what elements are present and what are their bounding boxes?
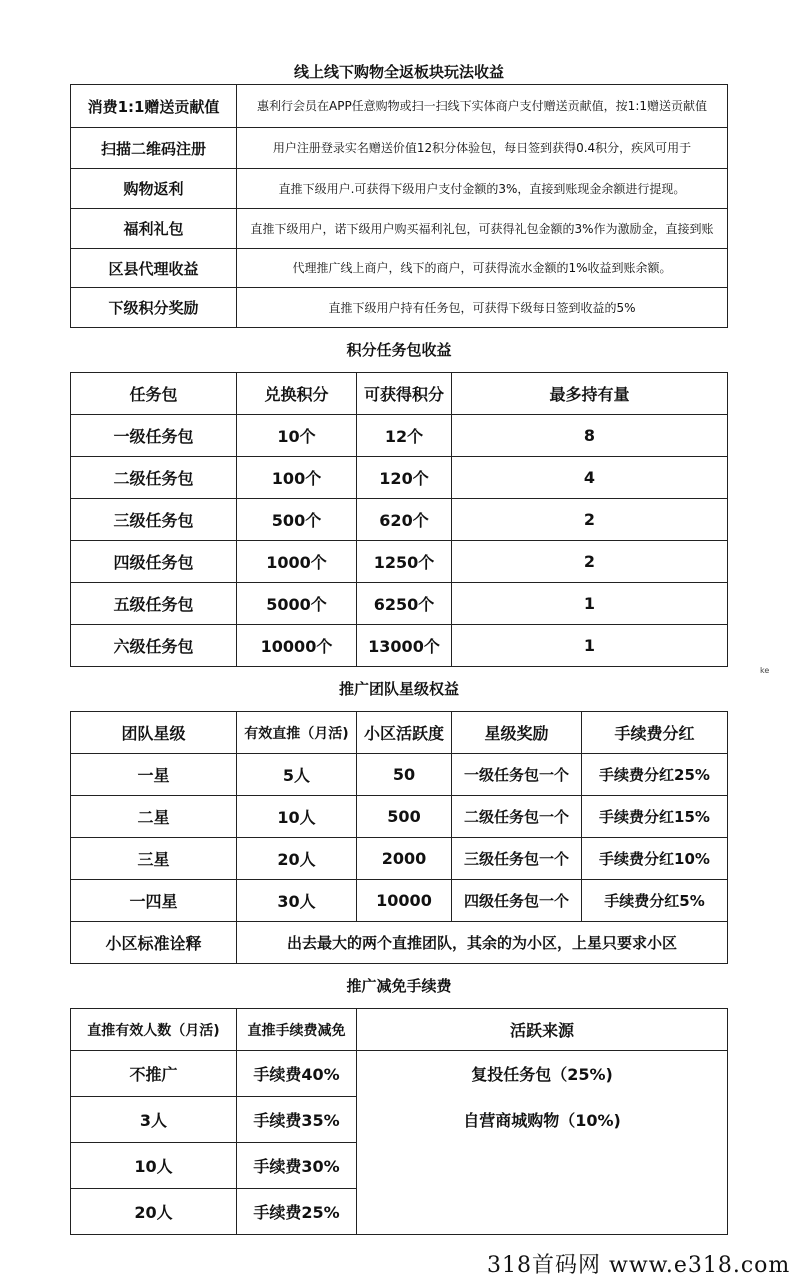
cell: 四级任务包一个 xyxy=(452,880,582,922)
section-title-mall-rebate: 线上线下购物全返板块玩法收益 xyxy=(293,63,504,81)
row-desc: 代理推广线上商户，线下的商户，可获得流水金额的1%收益到账余额。 xyxy=(237,249,728,288)
table-row xyxy=(71,457,728,499)
cell: 3人 xyxy=(71,1097,237,1143)
cell: 50 xyxy=(357,754,452,796)
row-label: 消费1:1赠送贡献值 xyxy=(71,85,237,128)
column-header: 小区活跃度 xyxy=(357,712,452,754)
cell: 三级任务包 xyxy=(71,499,237,541)
table-row xyxy=(71,1097,728,1143)
column-header: 有效直推（月活) xyxy=(237,712,357,754)
note-label: 小区标准诠释 xyxy=(71,922,237,964)
cell: 500个 xyxy=(237,499,357,541)
table-row xyxy=(71,922,728,964)
cell: 620个 xyxy=(357,499,452,541)
table-header-row xyxy=(71,712,728,754)
cell: 手续费分红25% xyxy=(582,754,728,796)
row-desc: 直推下级用户.可获得下级用户支付金额的3%，直接到账现金余额进行提现。 xyxy=(237,169,728,209)
table-header-row xyxy=(71,373,728,415)
row-desc: 直推下级用户，诺下级用户购买福利礼包，可获得礼包金额的3%作为激励金，直接到账 xyxy=(237,209,728,249)
table-row xyxy=(71,415,728,457)
column-header: 直推手续费减免 xyxy=(237,1009,357,1051)
column-header: 星级奖励 xyxy=(452,712,582,754)
row-label: 福利礼包 xyxy=(71,209,237,249)
cell: 10000 xyxy=(357,880,452,922)
table-row xyxy=(71,169,728,209)
row-label: 购物返利 xyxy=(71,169,237,209)
task-package-table xyxy=(70,372,728,667)
cell xyxy=(357,1189,728,1235)
note-text: 出去最大的两个直推团队，其余的为小区，上星只要求小区 xyxy=(237,922,728,964)
cell: 10000个 xyxy=(237,625,357,667)
cell: 100个 xyxy=(237,457,357,499)
cell: 一级任务包一个 xyxy=(452,754,582,796)
fee-reduction-table xyxy=(70,1008,728,1235)
table-header-row xyxy=(71,1009,728,1051)
cell: 4 xyxy=(452,457,728,499)
column-header: 手续费分红 xyxy=(582,712,728,754)
mall-rebate-table xyxy=(70,84,728,328)
table-row xyxy=(71,754,728,796)
cell: 120个 xyxy=(357,457,452,499)
cell: 5000个 xyxy=(237,583,357,625)
cell: 三级任务包一个 xyxy=(452,838,582,880)
cell: 四级任务包 xyxy=(71,541,237,583)
column-header: 兑换积分 xyxy=(237,373,357,415)
cell: 三星 xyxy=(71,838,237,880)
column-header: 最多持有量 xyxy=(452,373,728,415)
table-row xyxy=(71,625,728,667)
section-title-team-star: 推广团队星级权益 xyxy=(338,680,459,698)
cell: 30人 xyxy=(237,880,357,922)
cell: 手续费分红15% xyxy=(582,796,728,838)
side-mark: ke xyxy=(760,666,770,675)
cell: 二级任务包一个 xyxy=(452,796,582,838)
cell: 一级任务包 xyxy=(71,415,237,457)
cell: 1250个 xyxy=(357,541,452,583)
column-header: 活跃来源 xyxy=(357,1009,728,1051)
table-row xyxy=(71,541,728,583)
row-label: 扫描二维码注册 xyxy=(71,128,237,169)
section-title-fee-reduction: 推广减免手续费 xyxy=(346,977,452,995)
cell: 2000 xyxy=(357,838,452,880)
cell: 五级任务包 xyxy=(71,583,237,625)
table-row xyxy=(71,796,728,838)
table-row xyxy=(71,288,728,328)
cell: 12个 xyxy=(357,415,452,457)
table-row xyxy=(71,209,728,249)
cell: 1 xyxy=(452,625,728,667)
cell: 一星 xyxy=(71,754,237,796)
cell: 复投任务包（25%) xyxy=(357,1051,728,1097)
cell: 自营商城购物（10%) xyxy=(357,1097,728,1143)
cell: 手续费40% xyxy=(237,1051,357,1097)
table-row xyxy=(71,838,728,880)
table-row xyxy=(71,499,728,541)
table-row xyxy=(71,128,728,169)
cell: 10人 xyxy=(237,796,357,838)
cell: 2 xyxy=(452,541,728,583)
table-row xyxy=(71,85,728,128)
cell: 1 xyxy=(452,583,728,625)
cell: 手续费分红5% xyxy=(582,880,728,922)
table-row xyxy=(71,880,728,922)
table-row xyxy=(71,249,728,288)
cell: 500 xyxy=(357,796,452,838)
cell: 不推广 xyxy=(71,1051,237,1097)
row-desc: 惠利行会员在APP任意购物或扫一扫线下实体商户支付赠送贡献值，按1:1赠送贡献值 xyxy=(237,85,728,128)
cell: 二级任务包 xyxy=(71,457,237,499)
table-row xyxy=(71,1189,728,1235)
watermark: 318首码网 www.e318.com xyxy=(487,1253,791,1278)
cell: 20人 xyxy=(237,838,357,880)
document xyxy=(70,60,728,1235)
team-star-table xyxy=(70,711,728,964)
row-label: 下级积分奖励 xyxy=(71,288,237,328)
cell: 手续费30% xyxy=(237,1143,357,1189)
column-header: 可获得积分 xyxy=(357,373,452,415)
cell: 1000个 xyxy=(237,541,357,583)
cell: 10人 xyxy=(71,1143,237,1189)
row-desc: 直推下级用户持有任务包，可获得下级每日签到收益的5% xyxy=(237,288,728,328)
cell: 二星 xyxy=(71,796,237,838)
cell: 手续费25% xyxy=(237,1189,357,1235)
cell: 20人 xyxy=(71,1189,237,1235)
cell: 5人 xyxy=(237,754,357,796)
cell: 手续费分红10% xyxy=(582,838,728,880)
cell: 六级任务包 xyxy=(71,625,237,667)
cell: 6250个 xyxy=(357,583,452,625)
cell: 8 xyxy=(452,415,728,457)
table-row xyxy=(71,583,728,625)
table-row xyxy=(71,1051,728,1097)
cell: 2 xyxy=(452,499,728,541)
row-label: 区县代理收益 xyxy=(71,249,237,288)
cell: 手续费35% xyxy=(237,1097,357,1143)
row-desc: 用户注册登录实名赠送价值12积分体验包，每日签到获得0.4积分，疾风可用于 xyxy=(237,128,728,169)
section-title-task-package: 积分任务包收益 xyxy=(346,341,452,359)
column-header: 直推有效人数（月活) xyxy=(71,1009,237,1051)
cell xyxy=(357,1143,728,1189)
cell: 一四星 xyxy=(71,880,237,922)
cell: 10个 xyxy=(237,415,357,457)
column-header: 任务包 xyxy=(71,373,237,415)
cell: 13000个 xyxy=(357,625,452,667)
column-header: 团队星级 xyxy=(71,712,237,754)
table-row xyxy=(71,1143,728,1189)
